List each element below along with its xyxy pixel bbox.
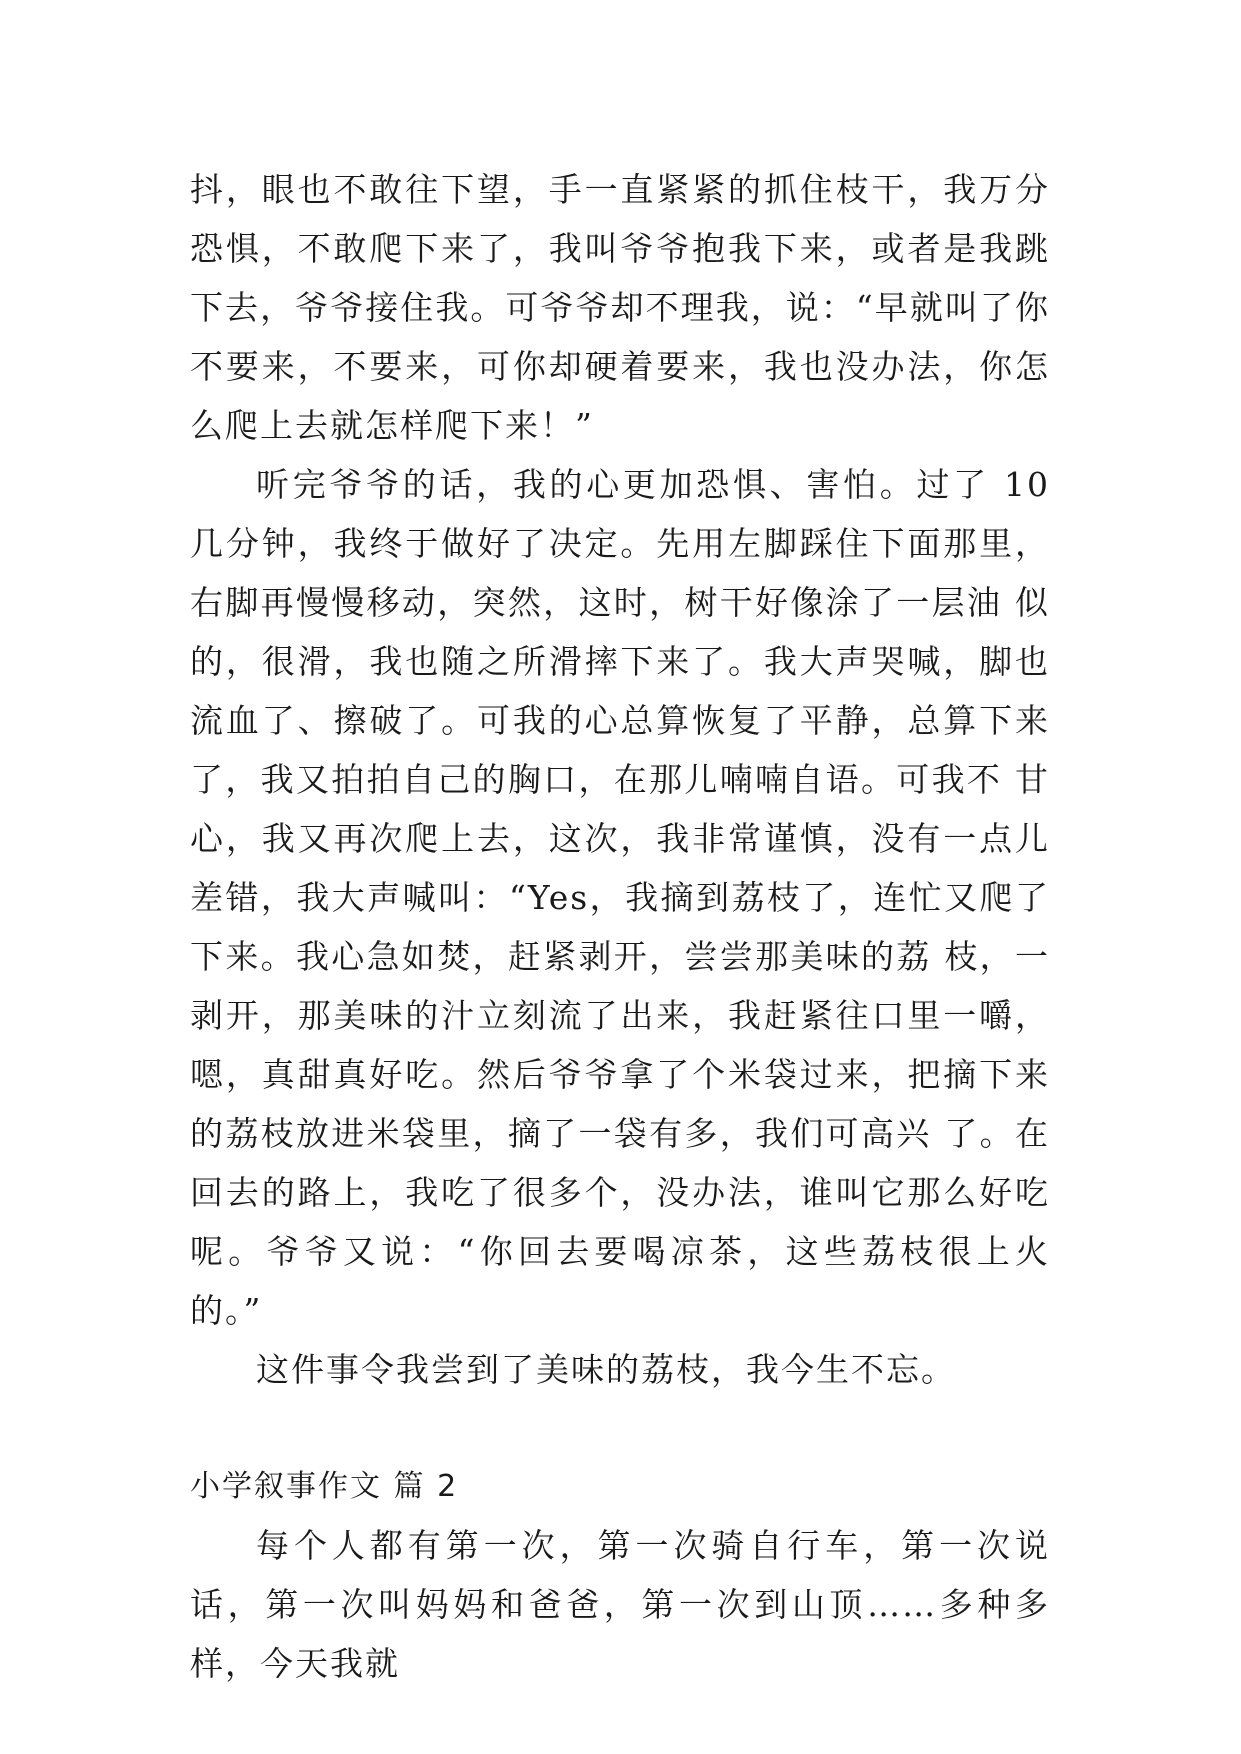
paragraph-conclusion: 这件事令我尝到了美味的荔枝，我今生不忘。 <box>256 1350 956 1389</box>
document-body <box>190 160 1050 1693</box>
section-heading: 小学叙事作文 篇 2 <box>190 1469 459 1504</box>
paragraph-body: 听完爷爷的话，我的心更加恐惧、害怕。过了 10 几分钟，我终于做好了决定。先用左脚踩住下面那里，右脚再慢慢移动，突然，这时，树干好像涂了一层油 似的，很滑，我也随之所滑摔下来了。我大声哭喊，脚也流血了、擦破了。可我的心总算恢复了平静，总算下来了，我又拍拍自己的胸口，在那儿喃喃自语。可我不 甘心，我又再次爬上去，这次，我非常谨慎，没有一点儿差错，我大声喊叫：“Yes，我摘到荔枝了，连忙又爬了下来。我心急如焚，赶紧剥开，尝尝那美味的荔 枝，一剥开，那美味的汁立刻流了出来，我赶紧往口里一嚼，嗯，真甜真好吃。然后爷爷拿了个米袋过来，把摘下来的荔枝放进米袋里，摘了一袋有多，我们可高兴 了。在回去的路上，我吃了很多个，没办法，谁叫它那么好吃呢。爷爷又说：“你回去要喝凉茶，这些荔枝很上火的。” <box>190 465 1050 1330</box>
paragraph-continuation: 抖，眼也不敢往下望，手一直紧紧的抓住枝干，我万分恐惧，不敢爬下来了，我叫爷爷抱我下来，或者是我跳 下去，爷爷接住我。可爷爷却不理我，说：“早就叫了你不要来，不要来，可你却硬着要来，我也没办法，你怎么爬上去就怎样爬下来！” <box>190 170 1050 445</box>
section-gap <box>190 1399 1050 1457</box>
paragraph-intro: 每个人都有第一次，第一次骑自行车，第一次说话，第一次叫妈妈和爸爸，第一次到山顶……多种多样，今天我就 <box>190 1526 1050 1683</box>
